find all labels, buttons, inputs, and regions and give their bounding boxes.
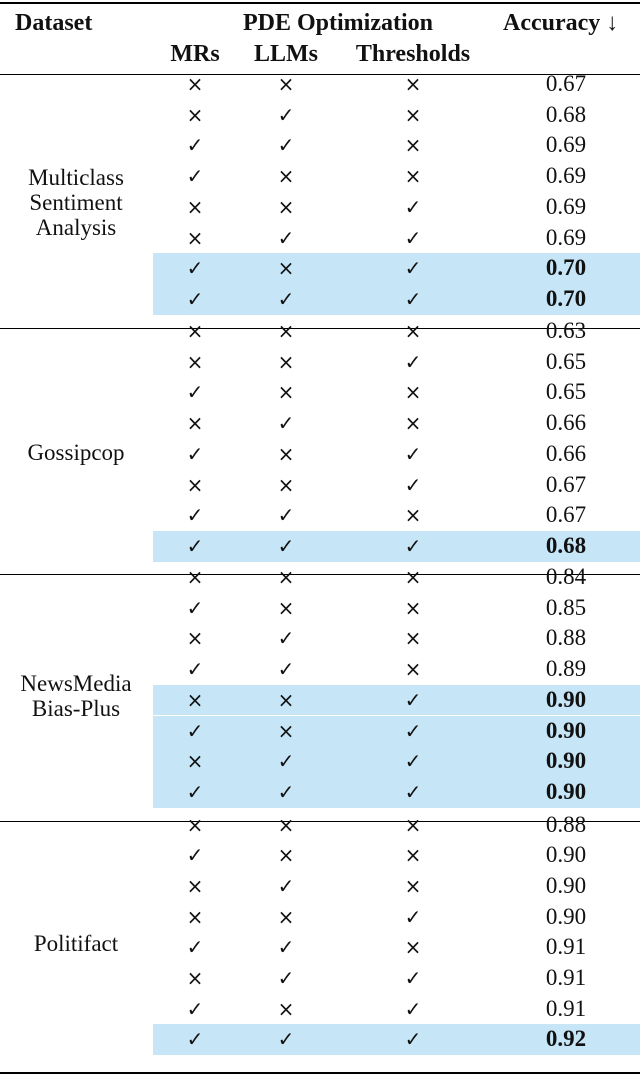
cell-thresholds: ✓ — [404, 286, 422, 311]
cell-accuracy: 0.90 — [545, 778, 587, 804]
cell-llms: ✓ — [277, 102, 295, 127]
cell-accuracy: 0.90 — [545, 842, 587, 868]
cell-thresholds: × — [404, 843, 422, 868]
cell-mrs: × — [186, 904, 204, 929]
cell-thresholds: × — [404, 380, 422, 405]
cell-llms: ✓ — [277, 657, 295, 682]
cell-accuracy: 0.66 — [545, 410, 587, 436]
cell-mrs: × — [186, 194, 204, 219]
cell-accuracy: 0.68 — [545, 532, 587, 558]
cell-accuracy: 0.92 — [545, 1026, 587, 1052]
cell-llms: × — [277, 441, 295, 466]
cell-accuracy: 0.67 — [545, 71, 587, 96]
cell-llms: × — [277, 812, 295, 837]
cell-accuracy: 0.68 — [545, 101, 587, 127]
header-thresholds: Thresholds — [355, 41, 471, 67]
cell-mrs: × — [186, 102, 204, 127]
cell-mrs: ✓ — [186, 718, 204, 743]
cell-llms: × — [277, 319, 295, 343]
cell-accuracy: 0.91 — [545, 965, 587, 990]
cell-thresholds: ✓ — [404, 472, 422, 497]
cell-accuracy: 0.65 — [545, 348, 587, 374]
dataset-label — [0, 165, 152, 240]
cell-accuracy: 0.70 — [545, 255, 587, 281]
cell-accuracy: 0.89 — [545, 656, 587, 682]
cell-llms: × — [277, 164, 295, 189]
cell-thresholds: ✓ — [404, 904, 422, 929]
bottom-rule — [0, 1072, 640, 1074]
cell-mrs: × — [186, 349, 204, 374]
cell-llms: × — [277, 72, 295, 96]
cell-accuracy: 0.69 — [545, 132, 587, 158]
cell-accuracy: 0.91 — [545, 995, 587, 1021]
header-pde-optimization: PDE Optimization — [243, 10, 433, 36]
cell-thresholds: ✓ — [404, 779, 422, 804]
cell-mrs: × — [186, 565, 204, 589]
cell-mrs: ✓ — [186, 843, 204, 868]
cell-mrs: × — [186, 749, 204, 774]
header-mrs: MRs — [170, 41, 220, 67]
cell-thresholds: ✓ — [404, 441, 422, 466]
cell-thresholds: × — [404, 657, 422, 682]
cell-thresholds: × — [404, 411, 422, 436]
cell-llms: × — [277, 349, 295, 374]
cell-accuracy: 0.88 — [545, 811, 587, 837]
cell-accuracy: 0.69 — [545, 193, 587, 219]
cell-thresholds: × — [404, 72, 422, 96]
cell-mrs: ✓ — [186, 503, 204, 528]
dataset-label-line: NewsMedia — [20, 671, 132, 696]
dataset-label-line: Gossipcop — [27, 439, 125, 465]
cell-accuracy: 0.66 — [545, 440, 587, 466]
cell-accuracy: 0.85 — [545, 594, 587, 620]
cell-accuracy: 0.90 — [545, 717, 587, 743]
cell-mrs: ✓ — [186, 133, 204, 158]
cell-accuracy: 0.63 — [545, 318, 587, 343]
cell-mrs: ✓ — [186, 657, 204, 682]
cell-llms: ✓ — [277, 503, 295, 528]
header-llms: LLMs — [253, 41, 318, 67]
cell-llms: ✓ — [277, 1027, 295, 1052]
cell-llms: × — [277, 194, 295, 219]
cell-mrs: ✓ — [186, 441, 204, 466]
cell-accuracy: 0.84 — [545, 564, 587, 589]
cell-mrs: × — [186, 626, 204, 651]
cell-mrs: × — [186, 472, 204, 497]
cell-accuracy: 0.69 — [545, 224, 587, 250]
cell-llms: ✓ — [277, 873, 295, 898]
cell-thresholds: × — [404, 133, 422, 158]
cell-mrs: × — [186, 72, 204, 96]
cell-accuracy: 0.69 — [545, 163, 587, 189]
cell-thresholds: × — [404, 503, 422, 528]
cell-thresholds: ✓ — [404, 194, 422, 219]
cell-mrs: ✓ — [186, 380, 204, 405]
cell-llms: × — [277, 996, 295, 1021]
cell-mrs: ✓ — [186, 935, 204, 960]
dataset-label-line: Bias-Plus — [31, 696, 121, 721]
cell-thresholds: ✓ — [404, 996, 422, 1021]
cell-accuracy: 0.67 — [545, 502, 587, 528]
cell-llms: × — [277, 718, 295, 743]
cell-thresholds: ✓ — [404, 966, 422, 990]
cell-thresholds: × — [404, 935, 422, 960]
cell-llms: ✓ — [277, 626, 295, 651]
cell-thresholds: × — [404, 626, 422, 651]
cell-accuracy: 0.90 — [545, 748, 587, 774]
dataset-label — [0, 931, 152, 956]
cell-mrs: × — [186, 687, 204, 712]
cell-mrs: ✓ — [186, 286, 204, 311]
top-rule — [0, 2, 640, 4]
cell-thresholds: × — [404, 565, 422, 589]
cell-mrs: ✓ — [186, 164, 204, 189]
cell-mrs: ✓ — [186, 256, 204, 281]
cell-llms: ✓ — [277, 935, 295, 960]
cell-mrs: × — [186, 225, 204, 250]
cell-mrs: ✓ — [186, 1027, 204, 1052]
cell-llms: ✓ — [277, 411, 295, 436]
dataset-label — [0, 440, 152, 465]
cell-accuracy: 0.90 — [545, 903, 587, 929]
cell-llms: ✓ — [277, 133, 295, 158]
cell-thresholds: ✓ — [404, 533, 422, 558]
cell-thresholds: × — [404, 319, 422, 343]
dataset-label-line: Analysis — [35, 214, 117, 240]
cell-llms: ✓ — [277, 286, 295, 311]
dataset-label-line: Politifact — [33, 930, 119, 956]
cell-llms: ✓ — [277, 779, 295, 804]
cell-accuracy: 0.67 — [545, 471, 587, 497]
cell-mrs: × — [186, 873, 204, 898]
cell-llms: × — [277, 687, 295, 712]
dataset-label-line: Sentiment — [29, 189, 123, 215]
header-dataset: Dataset — [15, 10, 93, 36]
cell-mrs: ✓ — [186, 595, 204, 620]
cell-accuracy: 0.90 — [545, 872, 587, 898]
header-accuracy: Accuracy ↓ — [503, 10, 619, 36]
cell-mrs: ✓ — [186, 996, 204, 1021]
cell-mrs: ✓ — [186, 779, 204, 804]
cell-thresholds: × — [404, 873, 422, 898]
cell-accuracy: 0.70 — [545, 285, 587, 311]
cell-llms: × — [277, 843, 295, 868]
cell-thresholds: ✓ — [404, 349, 422, 374]
cell-mrs: × — [186, 966, 204, 990]
cell-llms: × — [277, 595, 295, 620]
dataset-label — [0, 671, 152, 721]
cell-llms: ✓ — [277, 966, 295, 990]
cell-llms: × — [277, 256, 295, 281]
cell-thresholds: ✓ — [404, 749, 422, 774]
cell-mrs: ✓ — [186, 533, 204, 558]
cell-thresholds: ✓ — [404, 1027, 422, 1052]
cell-thresholds: × — [404, 595, 422, 620]
cell-thresholds: ✓ — [404, 718, 422, 743]
cell-llms: × — [277, 904, 295, 929]
cell-mrs: × — [186, 411, 204, 436]
cell-thresholds: × — [404, 102, 422, 127]
cell-llms: ✓ — [277, 533, 295, 558]
cell-accuracy: 0.91 — [545, 934, 587, 960]
cell-llms: × — [277, 380, 295, 405]
cell-mrs: × — [186, 319, 204, 343]
dataset-label-line: Multiclass — [28, 164, 124, 190]
cell-thresholds: ✓ — [404, 256, 422, 281]
cell-accuracy: 0.90 — [545, 686, 587, 712]
cell-thresholds: ✓ — [404, 225, 422, 250]
cell-accuracy: 0.88 — [545, 625, 587, 651]
cell-thresholds: × — [404, 164, 422, 189]
cell-accuracy: 0.65 — [545, 379, 587, 405]
cell-thresholds: ✓ — [404, 687, 422, 712]
cell-llms: × — [277, 472, 295, 497]
cell-thresholds: × — [404, 812, 422, 837]
cell-llms: ✓ — [277, 225, 295, 250]
cell-llms: ✓ — [277, 749, 295, 774]
cell-mrs: × — [186, 812, 204, 837]
cell-llms: × — [277, 565, 295, 589]
